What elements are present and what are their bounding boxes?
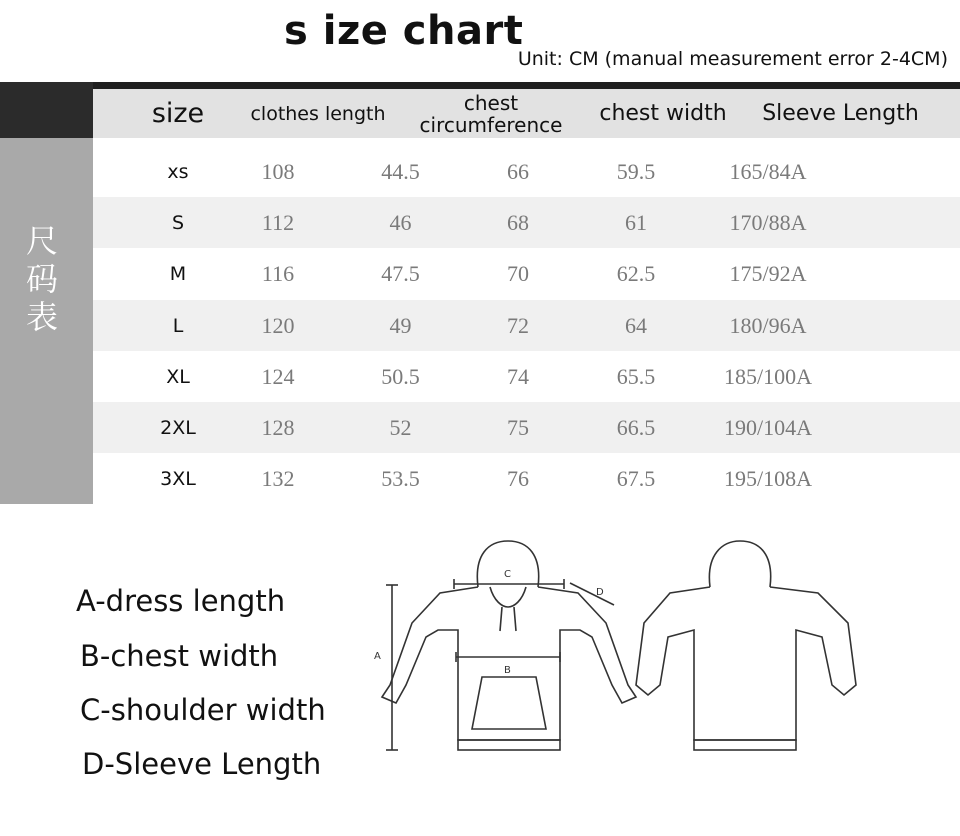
page-title: s ize chart [284, 8, 524, 54]
front-string-right [514, 607, 516, 631]
table-row [93, 300, 960, 351]
cell-measure-4: 64 [625, 312, 647, 338]
cell-size: S [171, 211, 185, 234]
legend-a: A-dress length [76, 584, 286, 618]
legend-d: D-Sleeve Length [82, 747, 322, 781]
measure-d-line [570, 583, 614, 605]
diagram-label-d: D [596, 587, 604, 598]
header-size: size [151, 97, 205, 129]
diagram-label-a: A [374, 651, 381, 662]
hoodie-diagram [370, 535, 870, 760]
cell-clothes-length: 108 [261, 158, 295, 184]
table-row [93, 248, 960, 299]
unit-note: Unit: CM (manual measurement error 2-4CM) [517, 48, 948, 70]
table-row [93, 197, 960, 248]
side-label-char: 尺 [25, 222, 58, 260]
cell-sleeve-value: 165/84A [729, 158, 807, 184]
table-row [93, 351, 960, 402]
cell-clothes-length: 112 [261, 209, 295, 235]
table-row [93, 453, 960, 504]
front-waistband [458, 740, 560, 750]
cell-measure-2: 49 [389, 312, 412, 338]
cell-measure-2: 46 [389, 209, 412, 235]
front-body-outline [382, 587, 636, 740]
front-pocket [472, 677, 546, 729]
header-chest-width: chest width [599, 100, 727, 126]
front-hood-outline [477, 541, 538, 587]
cell-size: M [169, 262, 187, 285]
header-black-bar [0, 82, 960, 89]
back-waistband [694, 740, 796, 750]
legend-b: B-chest width [80, 639, 279, 673]
cell-measure-2: 44.5 [381, 158, 420, 184]
cell-size: 3XL [160, 467, 196, 490]
header-sleeve-length: Sleeve Length [762, 100, 919, 126]
cell-sleeve-value: 195/108A [724, 465, 812, 491]
table-row [93, 146, 960, 197]
back-hood-outline [709, 541, 770, 587]
cell-sleeve-value: 175/92A [729, 260, 807, 286]
cell-chest-width-value: 74 [507, 363, 529, 389]
header-chest-circumference [411, 89, 571, 138]
legend-c: C-shoulder width [80, 693, 326, 727]
cell-sleeve-value: 190/104A [724, 414, 812, 440]
cell-chest-width-value: 68 [507, 209, 529, 235]
side-label [22, 222, 62, 336]
cell-sleeve-value: 170/88A [729, 209, 807, 235]
cell-clothes-length: 116 [261, 260, 295, 286]
cell-chest-width-value: 72 [507, 312, 529, 338]
front-hood-inner [490, 587, 526, 607]
cell-size: 2XL [160, 416, 196, 439]
side-label-char: 码 [25, 260, 58, 298]
cell-chest-width-value: 66 [507, 158, 529, 184]
cell-measure-2: 50.5 [381, 363, 420, 389]
cell-size: XL [166, 365, 190, 388]
diagram-label-c: C [504, 569, 511, 580]
cell-size: L [172, 314, 184, 337]
cell-clothes-length: 128 [261, 414, 295, 440]
diagram-label-b: B [504, 665, 511, 676]
cell-chest-width-value: 70 [507, 260, 529, 286]
cell-measure-2: 53.5 [381, 465, 420, 491]
cell-chest-width-value: 76 [507, 465, 529, 491]
cell-sleeve-value: 180/96A [729, 312, 807, 338]
header-chest-line1: chest [463, 90, 519, 115]
back-body-outline [636, 587, 856, 740]
cell-clothes-length: 120 [261, 312, 295, 338]
cell-measure-4: 67.5 [616, 465, 656, 491]
front-string-left [500, 607, 502, 631]
cell-measure-4: 65.5 [616, 363, 656, 389]
cell-clothes-length: 124 [261, 363, 295, 389]
cell-measure-2: 47.5 [381, 260, 420, 286]
cell-measure-4: 61 [625, 209, 647, 235]
table-header [93, 89, 960, 138]
cell-measure-2: 52 [389, 414, 412, 440]
side-label-char: 表 [25, 298, 58, 336]
header-chest-line2: circumference [419, 112, 563, 137]
cell-size: xs [167, 160, 189, 183]
header-clothes-length: clothes length [250, 102, 386, 125]
cell-sleeve-value: 185/100A [724, 363, 812, 389]
cell-measure-4: 59.5 [616, 158, 656, 184]
table-row [93, 402, 960, 453]
cell-measure-4: 66.5 [616, 414, 656, 440]
cell-clothes-length: 132 [261, 465, 295, 491]
header-black-block [0, 82, 93, 138]
cell-measure-4: 62.5 [616, 260, 656, 286]
cell-chest-width-value: 75 [507, 414, 529, 440]
